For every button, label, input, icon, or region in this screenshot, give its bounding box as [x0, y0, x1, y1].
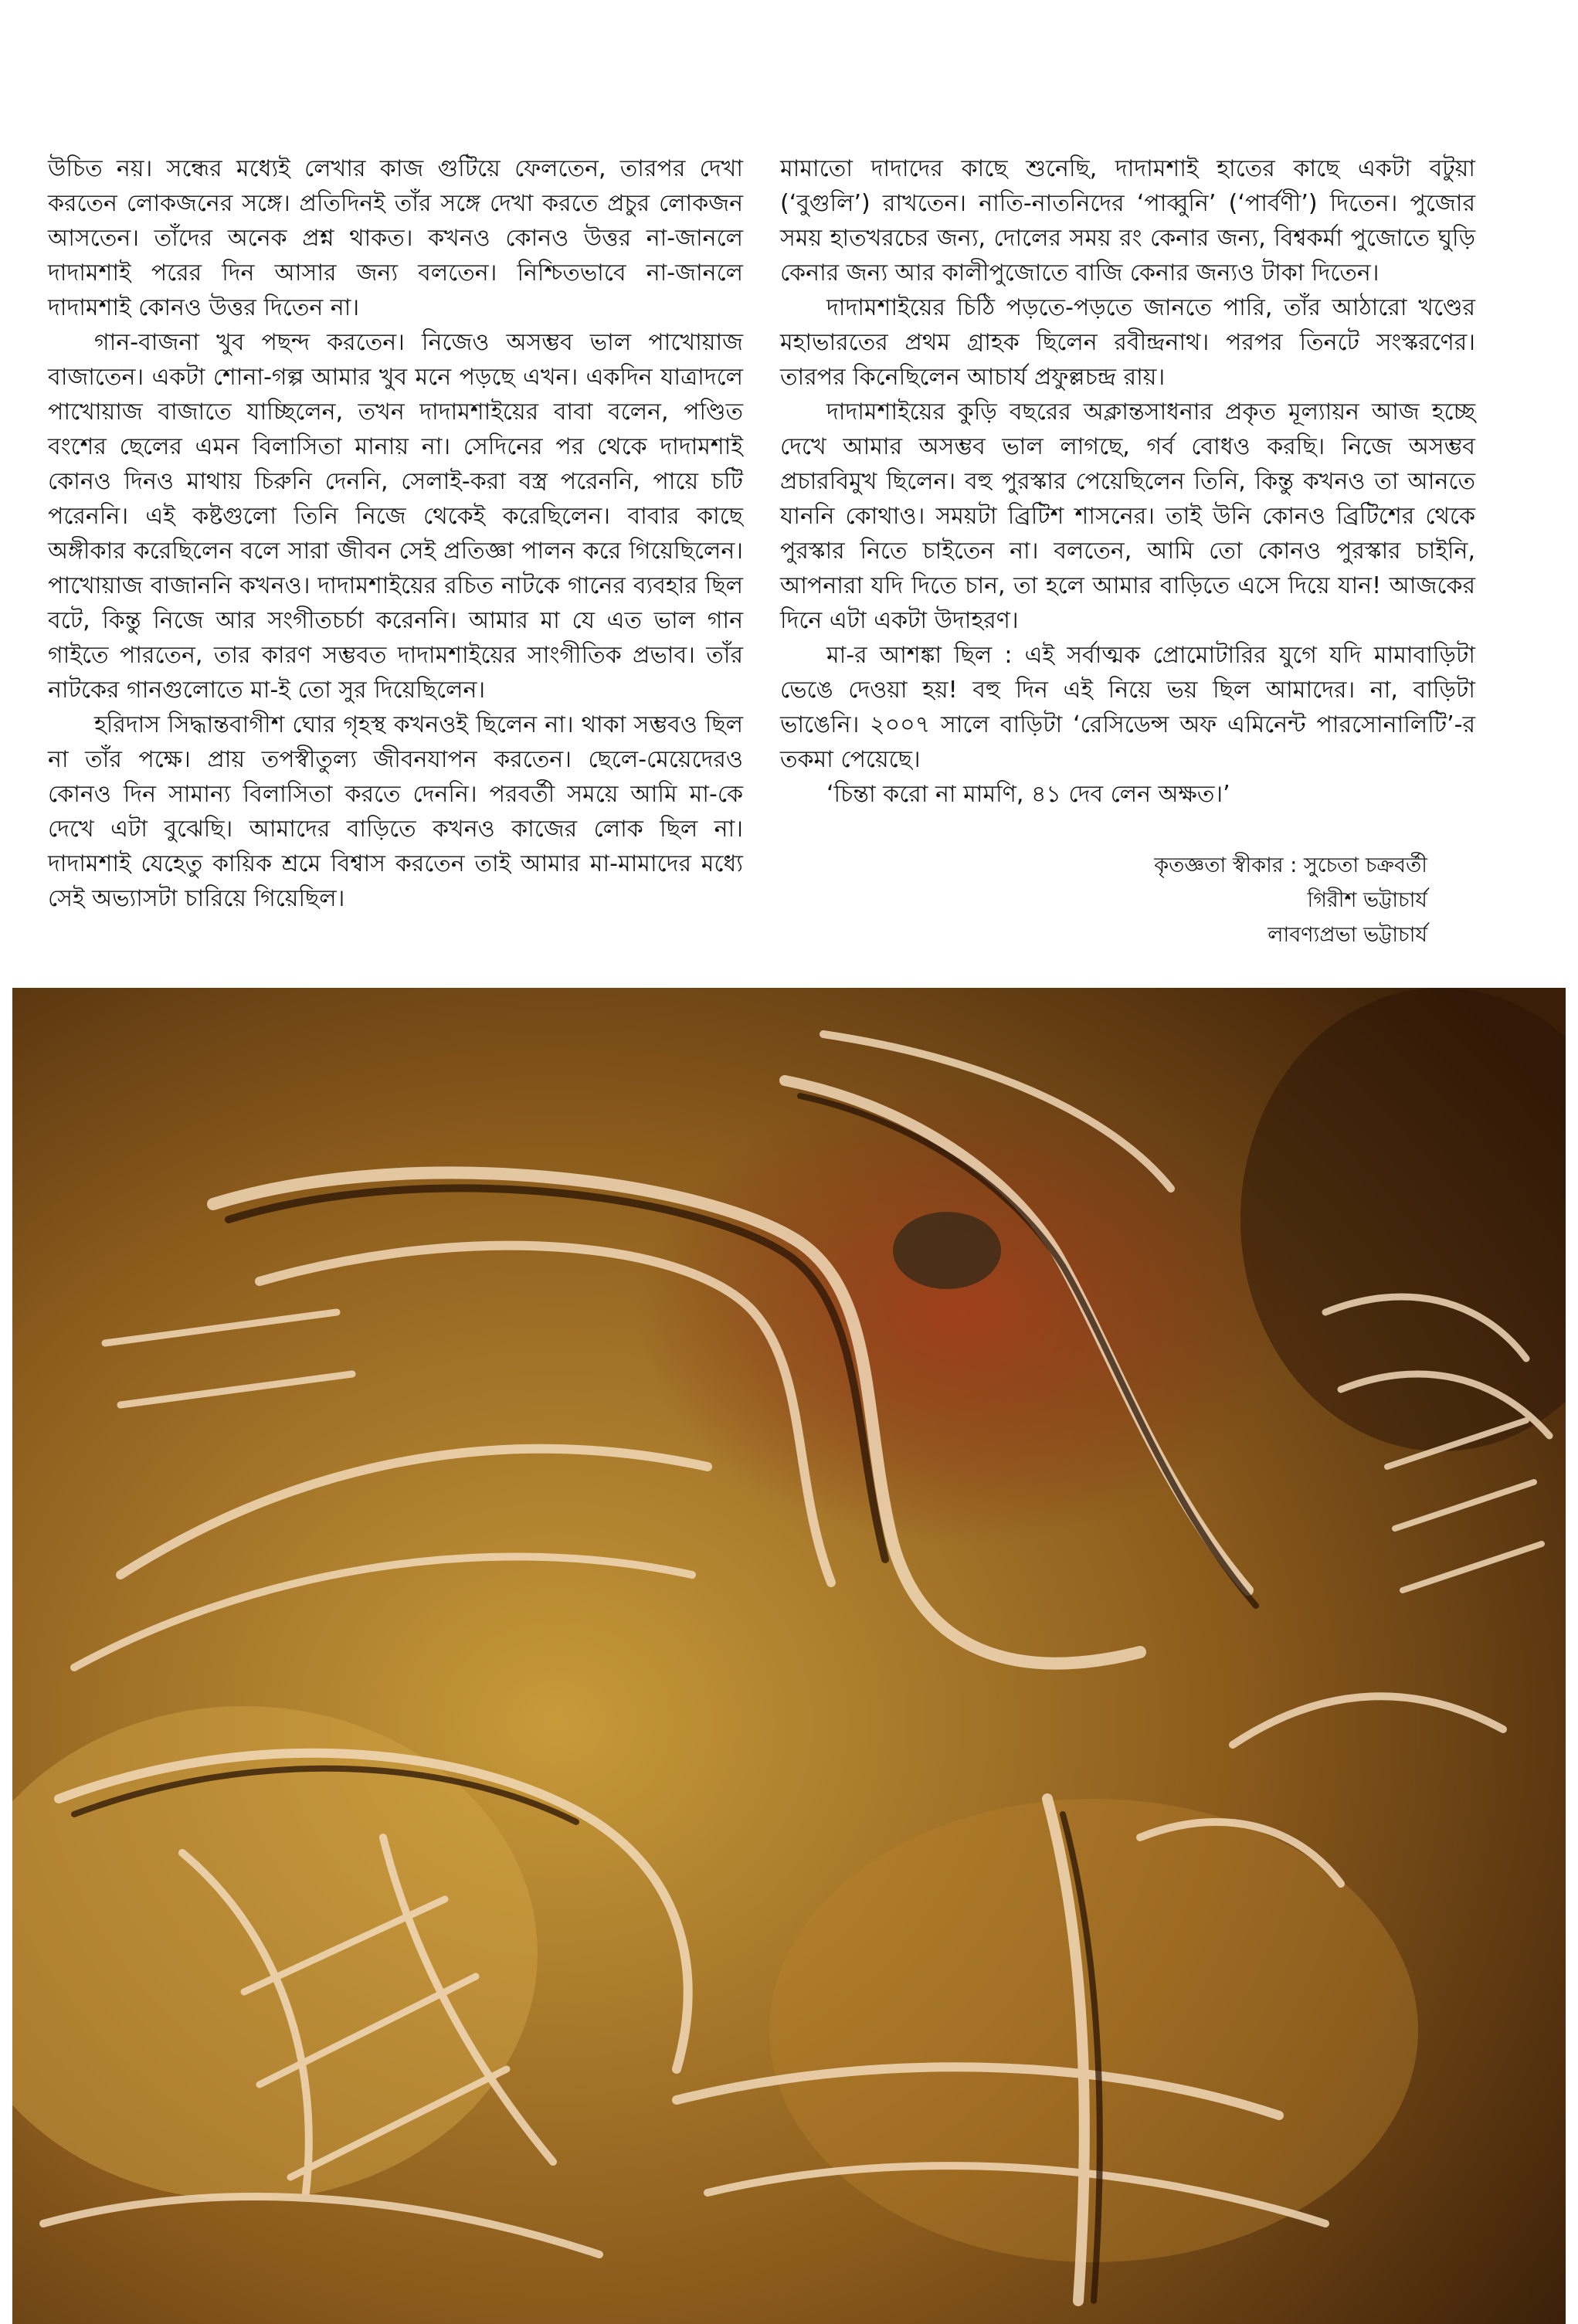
paragraph: মা-র আশঙ্কা ছিল : এই সর্বাত্মক প্রোমোটারির যুগে যদি মামাবাড়িটা ভেঙে দেওয়া হয়! বহু দিন এই নিয়ে ভয় ছিল আমাদের। না, বাড়িটা ভাঙেনি। ২০০৭ সালে বাড়িটা ‘রেসিডেন্স অফ এমিনেন্ট পারসোনালিটি’-র তকমা পেয়েছে।	[780, 642, 1475, 773]
paragraph: উচিত নয়। সন্ধের মধ্যেই লেখার কাজ গুটিয়ে ফেলতেন, তারপর দেখা করতেন লোকজনের সঙ্গে। প্রতিদিনই তাঁর সঙ্গে দেখা করতে প্রচুর লোকজন আসতেন। তাঁদের অনেক প্রশ্ন থাকত। কখনও কোনও উত্তর না-জানলে দাদামশাই পরের দিন আসার জন্য বলতেন। নিশ্চিতভাবে না-জানলে দাদামশাই কোনও উত্তর দিতেন না।	[48, 155, 743, 321]
paragraph: গান-বাজনা খুব পছন্দ করতেন। নিজেও অসম্ভব ভাল পাখোয়াজ বাজাতেন। একটা শোনা-গল্প আমার খুব মনে পড়ছে এখন। একদিন যাত্রাদলে পাখোয়াজ বাজাতে যাচ্ছিলেন, তখন দাদামশাইয়ের বাবা বলেন, পণ্ডিত বংশের ছেলের এমন বিলাসিতা মানায় না। সেদিনের পর থেকে দাদামশাই কোনও দিনও মাথায় চিরুনি দেননি, সেলাই-করা বস্ত্র পরেননি, পায়ে চটি পরেননি। এই কষ্টগুলো তিনি নিজে থেকেই করেছিলেন। বাবার কাছে অঙ্গীকার করেছিলেন বলে সারা জীবন সেই প্রতিজ্ঞা পালন করে গিয়েছিলেন। পাখোয়াজ বাজাননি কখনও। দাদামশাইয়ের রচিত নাটকে গানের ব্যবহার ছিল বটে, কিন্তু নিজে আর সংগীতচর্চা করেননি। আমার মা যে এত ভাল গান গাইতে পারতেন, তার কারণ সম্ভবত দাদামশাইয়ের সাংগীতিক প্রভাব। তাঁর নাটকের গানগুলোতে মা-ই তো সুর দিয়েছিলেন।	[48, 329, 743, 704]
stone-carving-illustration	[12, 988, 1566, 2324]
credit-line: গিরীশ ভট্টাচার্য	[1307, 888, 1427, 912]
paragraph: মামাতো দাদাদের কাছে শুনেছি, দাদামশাই হাতের কাছে একটা বটুয়া (‘বুগুলি’) রাখতেন। নাতি-নাতনিদের ‘পাব্বুনি’ (‘পার্বণী’) দিতেন। পুজোর সময় হাতখরচের জন্য, দোলের সময় রং কেনার জন্য, বিশ্বকর্মা পুজোতে ঘুড়ি কেনার জন্য আর কালীপুজোতে বাজি কেনার জন্যও টাকা দিতেন।	[780, 155, 1475, 287]
paragraph: হরিদাস সিদ্ধান্তবাগীশ ঘোর গৃহস্থ কখনওই ছিলেন না। থাকা সম্ভবও ছিল না তাঁর পক্ষে। প্রায় তপস্বীতুল্য জীবনযাপন করতেন। ছেলে-মেয়েদেরও কোনও দিন সামান্য বিলাসিতা করতে দেননি। পরবর্তী সময়ে আমি মা-কে দেখে এটা বুঝেছি। আমাদের বাড়িতে কখনও কাজের লোক ছিল না। দাদামশাই যেহেতু কায়িক শ্রমে বিশ্বাস করতেন তাই আমার মা-মামাদের মধ্যে সেই অভ্যাসটা চারিয়ে গিয়েছিল।	[48, 711, 743, 912]
article-column-left	[48, 151, 743, 916]
credit-line: কৃতজ্ঞতা স্বীকার : সুচেতা চক্রবর্তী	[1154, 853, 1427, 877]
paragraph: ‘চিন্তা করো না মামণি, ৪১ দেব লেন অক্ষত।’	[826, 781, 1230, 808]
acknowledgement-credits	[780, 848, 1427, 952]
stone-carving-photo	[12, 988, 1566, 2324]
credit-line: লাবণ্যপ্রভা ভট্টাচার্য	[1267, 923, 1427, 947]
paragraph: দাদামশাইয়ের চিঠি পড়তে-পড়তে জানতে পারি, তাঁর আঠারো খণ্ডের মহাভারতের প্রথম গ্রাহক ছিলেন রবীন্দ্রনাথ। পরপর তিনটে সংস্করণের। তারপর কিনেছিলেন আচার্য প্রফুল্লচন্দ্র রায়।	[780, 294, 1475, 391]
paragraph: দাদামশাইয়ের কুড়ি বছরের অক্লান্তসাধনার প্রকৃত মূল্যায়ন আজ হচ্ছে দেখে আমার অসম্ভব ভাল লাগছে, গর্ব বোধও করছি। নিজে অসম্ভব প্রচারবিমুখ ছিলেন। বহু পুরস্কার পেয়েছিলেন তিনি, কিন্তু কখনও তা আনতে যাননি কোথাও। সময়টা ব্রিটিশ শাসনের। তাই উনি কোনও ব্রিটিশের থেকে পুরস্কার নিতে চাইতেন না। বলতেন, আমি তো কোনও পুরস্কার চাইনি, আপনারা যদি দিতে চান, তা হলে আমার বাড়িতে এসে দিয়ে যান! আজকের দিনে এটা একটা উদাহরণ।	[780, 399, 1475, 634]
article-column-right	[780, 151, 1475, 812]
